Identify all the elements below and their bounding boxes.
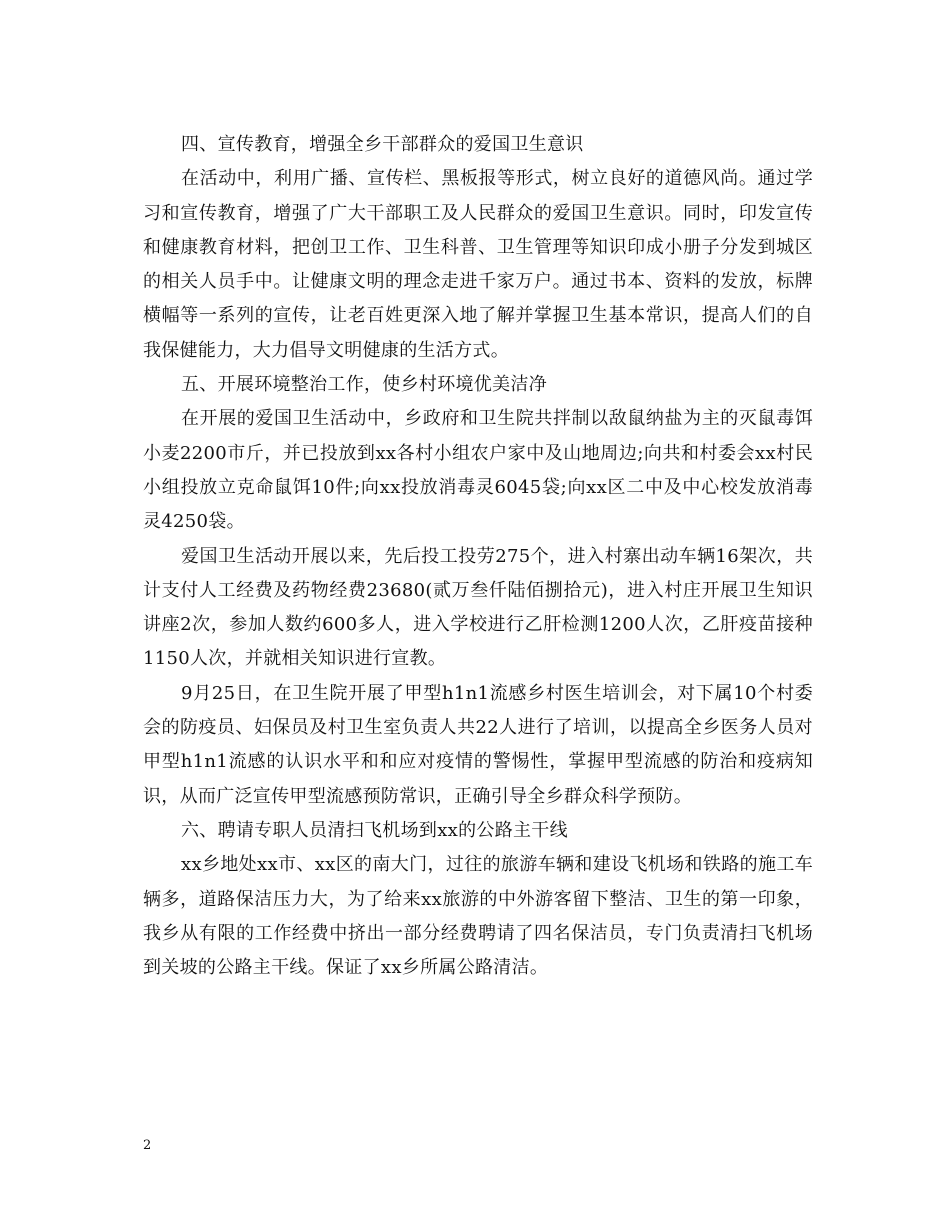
paragraph-publicity: 在活动中，利用广播、宣传栏、黑板报等形式，树立良好的道德风尚。通过学习和宣传教育，增强了广大干部职工及人民群众的爱国卫生意识。同时，印发宣传和健康教育材料，把创卫工作、卫生科普、卫生管理等知识印成小册子分发到城区的相关人员手中。让健康文明的理念走进千家万户。通过书本、资料的发放，标牌横幅等一系列的宣传，让老百姓更深入地了解并掌握卫生基本常识，提高人们的自我保健能力，大力倡导文明健康的生活方式。 <box>143 168 813 361</box>
page-number: 2 <box>143 1138 152 1153</box>
paragraph-activity-stats: 爱国卫生活动开展以来，先后投工投劳275个，进入村寨出动车辆16架次，共计支付人工经费及药物经费23680(贰万叁仟陆佰捌拾元)，进入村庄开展卫生知识讲座2次，参加人数约600多人，进入学校进行乙肝检测1200人次，乙肝疫苗接种1150人次，并就相关知识进行宣教。 <box>143 545 813 670</box>
paragraph-h1n1-training: 9月25日，在卫生院开展了甲型h1n1流感乡村医生培训会，对下属10个村委会的防疫员、妇保员及村卫生室负责人共22人进行了培训，以提高全乡医务人员对甲型h1n1流感的认识水平和和应对疫情的警惕性，掌握甲型流感的防治和疫病知识，从而广泛宣传甲型流感预防常识，正确引导全乡群众科学预防。 <box>143 682 813 807</box>
paragraph-rodent-control: 在开展的爱国卫生活动中，乡政府和卫生院共拌制以敌鼠纳盐为主的灭鼠毒饵小麦2200市斤，并已投放到xx各村小组农户家中及山地周边;向共和村委会xx村民小组投放立克命鼠饵10件;向xx投放消毒灵6045袋;向xx区二中及中心校发放消毒灵4250袋。 <box>143 408 813 533</box>
paragraph-road-cleaning: xx乡地处xx市、xx区的南大门，过往的旅游车辆和建设飞机场和铁路的施工车辆多，道路保洁压力大，为了给来xx旅游的中外游客留下整洁、卫生的第一印象，我乡从有限的工作经费中挤出一部分经费聘请了四名保洁员，专门负责清扫飞机场到关坡的公路主干线。保证了xx乡所属公路清洁。 <box>143 854 813 979</box>
section-heading-6: 六、聘请专职人员清扫飞机场到xx的公路主干线 <box>181 819 568 841</box>
section-heading-5: 五、开展环境整治工作，使乡村环境优美洁净 <box>181 374 547 396</box>
section-heading-4: 四、宣传教育，增强全乡干部群众的爱国卫生意识 <box>181 134 584 155</box>
document-body <box>143 128 813 985</box>
